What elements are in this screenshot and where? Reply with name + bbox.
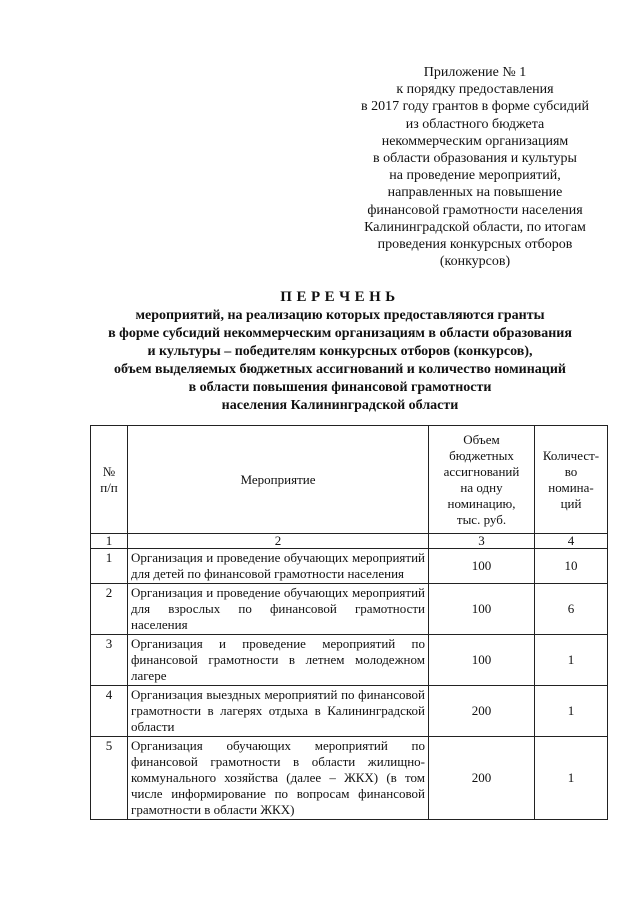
header-budget-line: на одну bbox=[460, 479, 503, 495]
row-budget: 100 bbox=[429, 549, 535, 584]
header-num bbox=[91, 426, 128, 534]
header-budget-line: ассигнований bbox=[443, 463, 520, 479]
row-description: Организация и проведение обучающих мероприятий для взрослых по финансовой грамотности населения bbox=[128, 584, 429, 635]
appendix-line: на проведение мероприятий, bbox=[389, 168, 561, 184]
row-count: 6 bbox=[535, 584, 608, 635]
appendix-line: финансовой грамотности населения bbox=[367, 202, 583, 218]
appendix-line: (конкурсов) bbox=[439, 254, 511, 270]
column-number: 2 bbox=[128, 534, 429, 549]
header-num-line: № bbox=[102, 463, 116, 479]
appendix-line: к порядку предоставления bbox=[396, 82, 554, 98]
row-description: Организация и проведение мероприятий по финансовой грамотности в летнем молодежном лагере bbox=[128, 635, 429, 686]
row-budget: 200 bbox=[429, 737, 535, 820]
document-title: ПЕРЕЧЕНЬ bbox=[280, 289, 400, 305]
header-budget-line: бюджетных bbox=[449, 447, 514, 463]
row-count: 1 bbox=[535, 737, 608, 820]
row-budget: 100 bbox=[429, 635, 535, 686]
row-description: Организация выездных мероприятий по финансовой грамотности в лагерях отдыха в Калининградской области bbox=[128, 686, 429, 737]
header-event: Мероприятие bbox=[128, 426, 429, 534]
appendix-line: направленных на повышение bbox=[387, 185, 563, 201]
heading-line: населения Калининградской области bbox=[221, 398, 459, 413]
table-row bbox=[91, 549, 608, 584]
row-description: Организация обучающих мероприятий по финансовой грамотности в области жилищно-коммунального хозяйства (далее – ЖКХ) (в том числе информирование по вопросам финансовой грамотности в области ЖКХ) bbox=[128, 737, 429, 820]
heading-line: в области повышения финансовой грамотности bbox=[188, 380, 492, 395]
heading-line: и культуры – победителям конкурсных отборов (конкурсов), bbox=[147, 344, 533, 359]
appendix-line: Калининградской области, по итогам bbox=[364, 219, 586, 235]
header-num-line: п/п bbox=[100, 479, 118, 495]
row-number: 2 bbox=[91, 584, 128, 635]
header-count-line: номина- bbox=[548, 479, 594, 495]
header-count-line: во bbox=[564, 463, 578, 479]
row-count: 10 bbox=[535, 549, 608, 584]
header-count bbox=[535, 426, 608, 534]
header-count-line: ций bbox=[560, 495, 582, 511]
row-number: 3 bbox=[91, 635, 128, 686]
row-number: 1 bbox=[91, 549, 128, 584]
column-number: 1 bbox=[91, 534, 128, 549]
table-row bbox=[91, 737, 608, 820]
heading-line: в форме субсидий некоммерческим организациям в области образования bbox=[108, 326, 572, 341]
appendix-line: в 2017 году грантов в форме субсидий bbox=[360, 99, 590, 115]
row-count: 1 bbox=[535, 686, 608, 737]
appendix-line: в области образования и культуры bbox=[373, 151, 577, 167]
events-table bbox=[90, 425, 608, 820]
heading-line: объем выделяемых бюджетных ассигнований и количество номинаций bbox=[113, 362, 566, 377]
header-budget-line: тыс. руб. bbox=[456, 511, 507, 527]
column-number: 4 bbox=[535, 534, 608, 549]
header-budget-line: номинацию, bbox=[447, 495, 516, 511]
row-number: 4 bbox=[91, 686, 128, 737]
table-row bbox=[91, 584, 608, 635]
appendix-block bbox=[330, 64, 620, 270]
header-budget bbox=[429, 426, 535, 534]
column-number-row bbox=[91, 534, 608, 549]
header-budget-line: Объем bbox=[463, 431, 500, 447]
row-number: 5 bbox=[91, 737, 128, 820]
table-row bbox=[91, 635, 608, 686]
appendix-line: Приложение № 1 bbox=[423, 65, 527, 80]
column-number: 3 bbox=[429, 534, 535, 549]
row-budget: 200 bbox=[429, 686, 535, 737]
row-description: Организация и проведение обучающих мероприятий для детей по финансовой грамотности населения bbox=[128, 549, 429, 584]
table-row bbox=[91, 686, 608, 737]
heading-line: мероприятий, на реализацию которых предоставляются гранты bbox=[135, 308, 545, 323]
appendix-line: проведения конкурсных отборов bbox=[377, 237, 573, 253]
table-header-row bbox=[91, 426, 608, 534]
document-heading bbox=[60, 288, 620, 415]
row-budget: 100 bbox=[429, 584, 535, 635]
appendix-line: из областного бюджета bbox=[405, 116, 545, 132]
row-count: 1 bbox=[535, 635, 608, 686]
appendix-line: некоммерческим организациям bbox=[381, 133, 569, 149]
header-count-line: Количест- bbox=[542, 447, 600, 463]
